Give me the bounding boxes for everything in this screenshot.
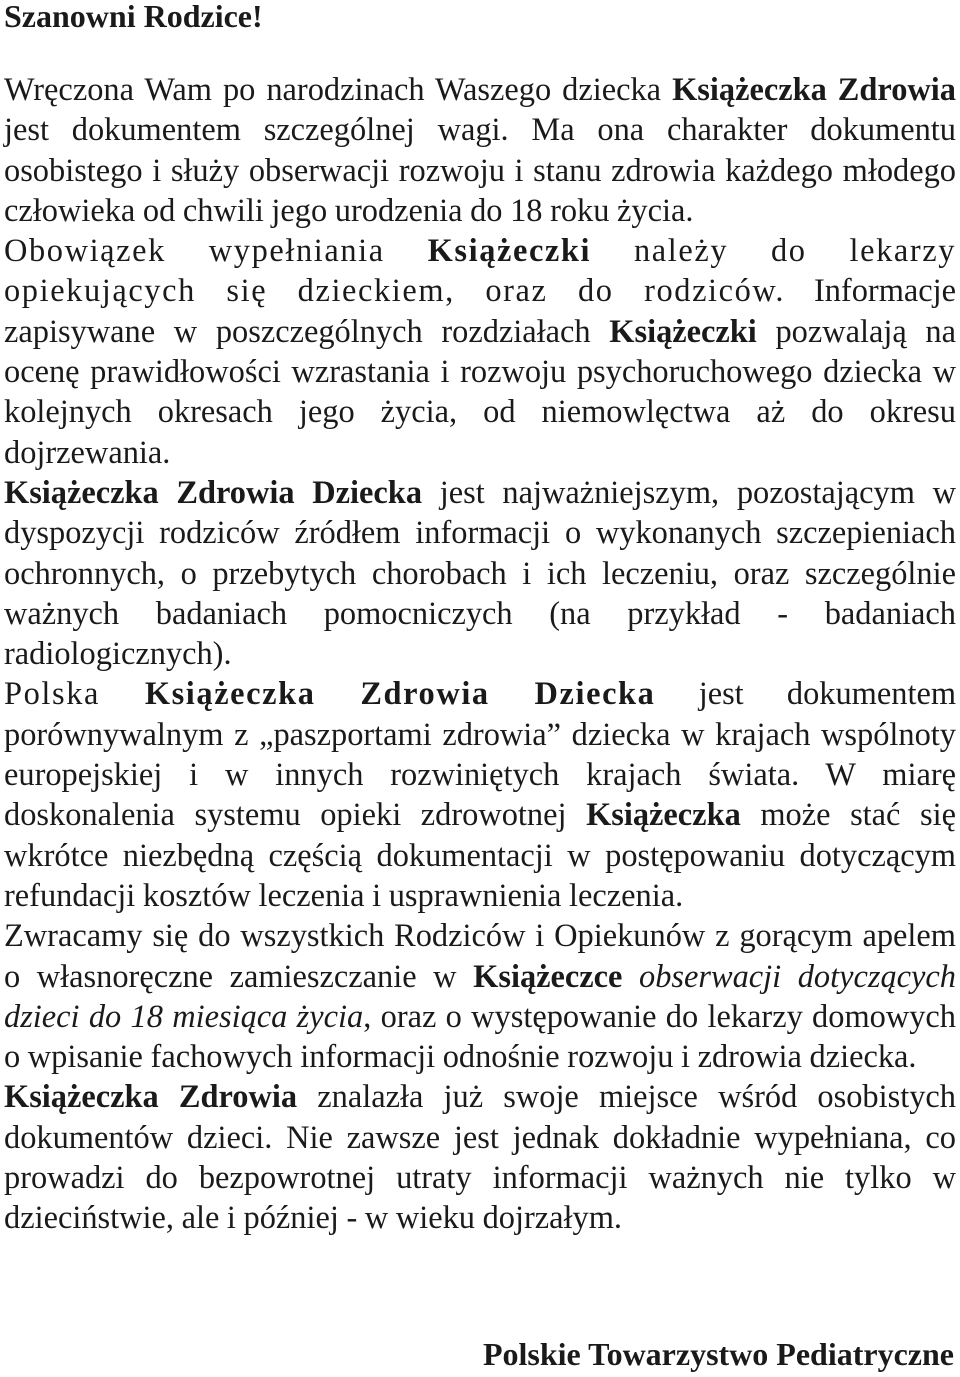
text-run: , oraz o występowanie do lekarzy domowych o wpisanie fachowych informacji odnośnie rozwoju i zdrowia dziecka. <box>4 998 956 1076</box>
text-run: Obowiązek wypełniania <box>4 233 428 270</box>
text-run: jest dokumentem porównywalnym z „paszportami zdrowia” dziecka w krajach wspólnoty europejskiej i w innych rozwiniętych krajach świata. W miarę doskonalenia systemu opieki zdrowotnej <box>4 676 957 834</box>
bold-text: Książeczka <box>586 797 741 834</box>
italic-text: obserwacji dotyczących dzieci do 18 miesiąca życia <box>4 958 956 1035</box>
text-run: pozwalają na ocenę prawidłowości wzrastania i rozwoju psychoruchowego dziecka w kolejnych okresach jego życia, od niemowlęctwa aż do okresu dojrzewania. <box>4 313 956 471</box>
bold-text: Książeczki <box>427 233 592 270</box>
paragraph <box>4 916 956 1077</box>
text-run: może stać się wkrótce niezbędną częścią dokumentacji w postępowaniu dotyczącym refundacji kosztów leczenia i usprawnienia leczenia. <box>4 797 956 914</box>
paragraph <box>4 674 956 916</box>
text-run: znalazła już swoje miejsce wśród osobistych dokumentów dzieci. Nie zawsze jest jednak dokładnie wypełniana, co prowadzi do bezpowrotnej utraty informacji ważnych nie tylko w dzieciństwie, ale i później - w wieku dojrzałym. <box>4 1079 956 1237</box>
signature: Polskie Towarzystwo Pediatryczne <box>482 1336 954 1372</box>
greeting-heading: Szanowni Rodzice! <box>4 0 263 34</box>
text-run: Zwracamy się do wszystkich Rodziców i Opiekunów z gorącym apelem o własnoręczne zamieszczanie w <box>4 918 956 995</box>
paragraph <box>4 70 956 231</box>
text-run: należy do lekarzy opiekujących się dzieckiem, oraz do rodziców. <box>4 233 956 310</box>
bold-text: Książeczce <box>473 958 623 995</box>
bold-text: Książeczki <box>609 313 757 350</box>
paragraph <box>4 473 956 674</box>
text-run: Wręczona Wam po narodzinach Waszego dziecka <box>4 72 673 108</box>
text-run: jest najważniejszym, pozostającym w dyspozycji rodziców źródłem informacji o wykonanych szczepieniach ochronnych, o przebytych chorobach i ich leczeniu, oraz szczególnie ważnych badaniach pomocniczych (na przykład - badaniach radiologicznych). <box>4 474 956 673</box>
text-run: Informacje zapisywane w poszczególnych rozdziałach <box>4 273 957 350</box>
paragraph <box>4 231 956 473</box>
bold-text: Książeczka Zdrowia Dziecka <box>144 676 656 713</box>
bold-text: Książeczka Zdrowia <box>672 72 956 108</box>
letter-body <box>4 70 956 1239</box>
bold-text: Książeczka Zdrowia <box>4 1079 298 1116</box>
text-run: Polska <box>4 676 145 713</box>
bold-text: Książeczka Zdrowia Dziecka <box>4 474 423 511</box>
text-run: jest dokumentem szczególnej wagi. Ma ona charakter dokumentu osobistego i służy obserwacji rozwoju i stanu zdrowia każdego młodego człowieka od chwili jego urodzenia do 18 roku życia. <box>4 112 956 229</box>
paragraph <box>4 1077 956 1238</box>
